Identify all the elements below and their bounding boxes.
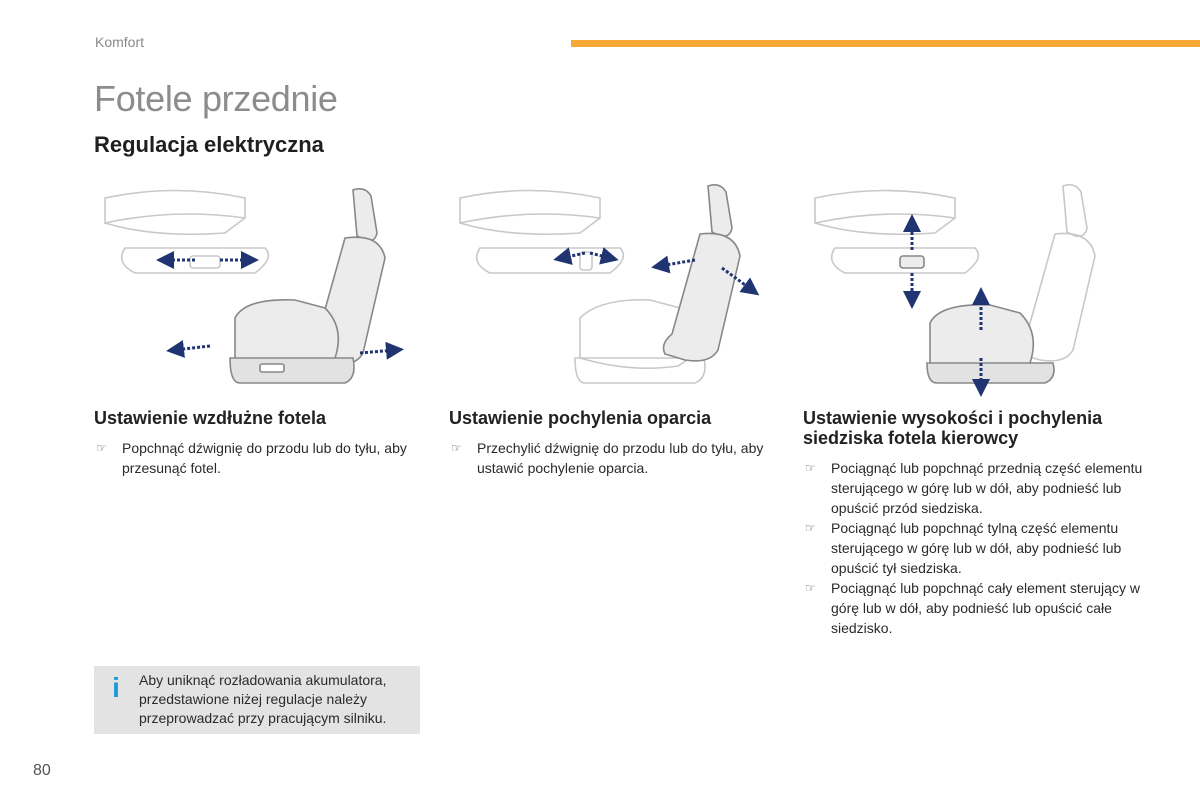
column-heading: Ustawienie pochylenia oparcia xyxy=(449,408,712,428)
page-title: Fotele przednie xyxy=(94,78,338,119)
instruction-item xyxy=(803,458,1143,518)
seat-longitudinal-illustration xyxy=(95,178,415,398)
pointing-hand-icon: ☞ xyxy=(96,441,107,455)
instruction-item xyxy=(803,578,1143,638)
column-heading: Ustawienie wzdłużne fotela xyxy=(94,408,327,428)
page-number: 80 xyxy=(33,762,51,779)
section-accent-bar xyxy=(571,40,1200,47)
instruction-text: Popchnąć dźwignię do przodu lub do tyłu, aby przesunąć fotel. xyxy=(122,440,407,476)
column-height-tilt xyxy=(803,408,1143,638)
instruction-item xyxy=(94,438,424,478)
instruction-list xyxy=(94,438,424,478)
column-backrest xyxy=(449,408,779,478)
instruction-text: Pociągnąć lub popchnąć przednią część elementu sterującego w górę lub w dół, aby podnieść lub opuścić przód siedziska. xyxy=(831,460,1143,516)
instruction-text: Przechylić dźwignię do przodu lub do tyłu, aby ustawić pochylenie oparcia. xyxy=(477,440,764,476)
instruction-list xyxy=(449,438,779,478)
instruction-text: Pociągnąć lub popchnąć tylną część elementu sterującego w górę lub w dół, aby podnieść lub opuścić tył siedziska. xyxy=(831,520,1122,576)
section-label: Komfort xyxy=(95,34,145,50)
pointing-hand-icon: ☞ xyxy=(805,581,816,595)
seat-backrest-tilt-illustration xyxy=(450,178,770,398)
pointing-hand-icon: ☞ xyxy=(805,521,816,535)
instruction-text: Pociągnąć lub popchnąć cały element sterujący w górę lub w dół, aby podnieść lub opuścić całe siedzisko. xyxy=(831,580,1140,636)
page-subtitle: Regulacja elektryczna xyxy=(94,132,324,157)
seat-height-tilt-illustration xyxy=(805,178,1125,398)
info-note-text: Aby uniknąć rozładowania akumulatora, przedstawione niżej regulacje należy przeprowadzać przy pracującym silniku. xyxy=(139,672,387,726)
instruction-list xyxy=(803,458,1143,638)
info-icon: i xyxy=(112,672,120,703)
instruction-item xyxy=(449,438,779,478)
column-heading: Ustawienie wysokości i pochylenia siedziska fotela kierowcy xyxy=(803,408,1103,448)
info-note xyxy=(94,666,420,734)
instruction-item xyxy=(803,518,1143,578)
pointing-hand-icon: ☞ xyxy=(805,461,816,475)
column-longitudinal xyxy=(94,408,424,478)
pointing-hand-icon: ☞ xyxy=(451,441,462,455)
